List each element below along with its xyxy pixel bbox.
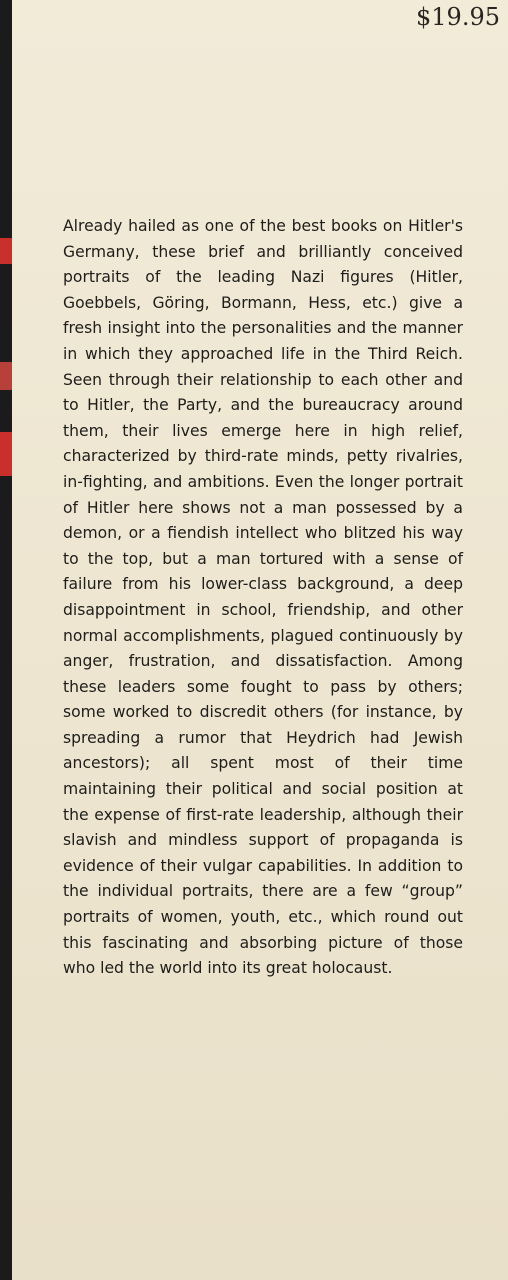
red-edge-mark xyxy=(0,432,12,476)
red-edge-mark xyxy=(0,362,12,390)
red-edge-mark xyxy=(0,238,12,264)
jacket-edge-strip xyxy=(0,0,12,1280)
price-label: $19.95 xyxy=(416,3,500,31)
flap-blurb-text: Already hailed as one of the best books on Hitler's Germany, these brief and brilliantly conceived portraits of the leading Nazi figures (Hitler, Goebbels, Göring, Bormann, Hess, etc.) give a fresh insight into the personalities and the manner in which they approached life in the Third Reich. Seen through their relationship to each other and to Hitler, the Party, and the bureaucracy around them, their lives emerge here in high relief, characterized by third-rate minds, petty rivalries, in-fighting, and ambitions. Even the longer portrait of Hitler here shows not a man possessed by a demon, or a fiendish intellect who blitzed his way to the top, but a man tortured with a sense of failure from his lower-class background, a deep disappointment in school, friendship, and other normal accomplishments, plagued continuously by anger, frustration, and dissatisfaction. Among these leaders some fought to pass by others; some worked to discredit others (for instance, by spreading a rumor that Heydrich had Jewish ancestors); all spent most of their time maintaining their political and social position at the expense of first-rate leadership, although their slavish and mindless support of propaganda is evidence of their vulgar capabilities. In addition to the individual portraits, there are a few “group” portraits of women, youth, etc., which round out this fascinating and absorbing picture of those who led the world into its great holocaust. xyxy=(63,217,463,978)
